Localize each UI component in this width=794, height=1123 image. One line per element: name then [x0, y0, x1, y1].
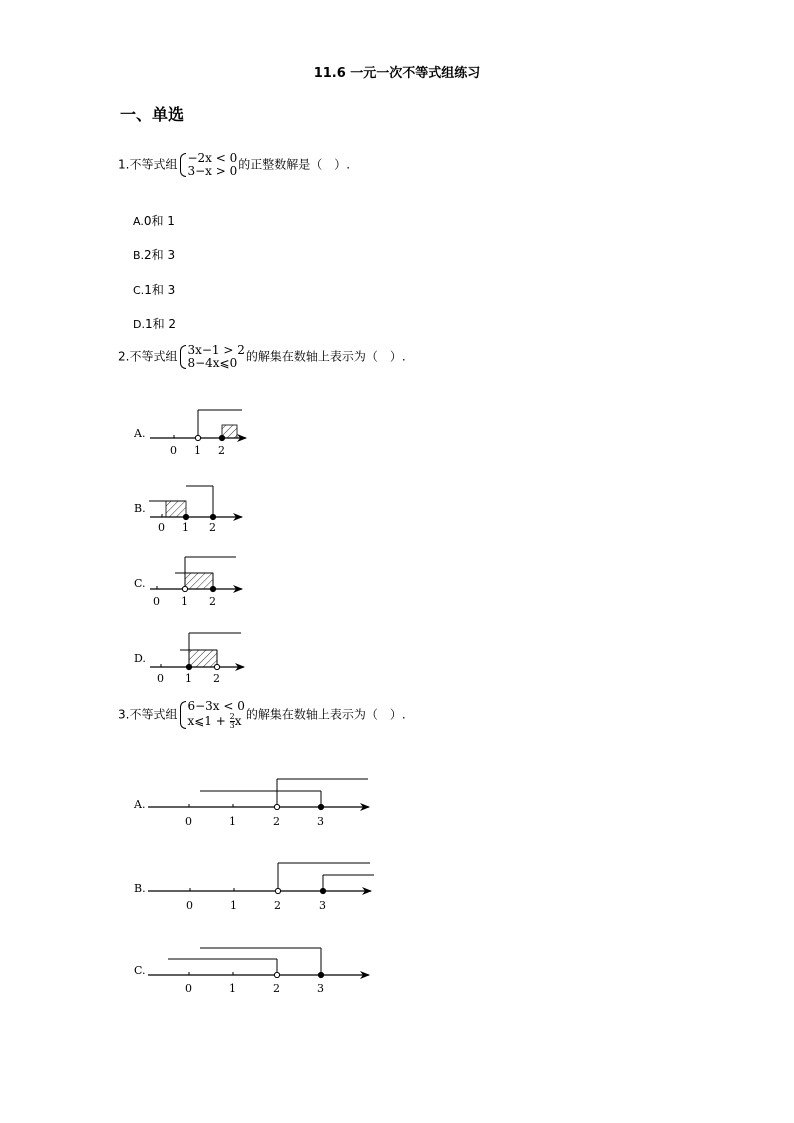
- page-title: 11.6 一元一次不等式组练习: [313, 66, 481, 81]
- inequality-2: 8−4x⩽0: [187, 356, 238, 370]
- question-suffix: 的正整数解是（ ）.: [238, 157, 351, 172]
- closed-point: [210, 514, 215, 519]
- option-text: 0和 1: [143, 214, 175, 228]
- question-prefix: .不等式组: [125, 349, 178, 364]
- option-label: B.: [133, 249, 145, 262]
- tick-label: 3: [317, 982, 324, 995]
- q3-option-b[interactable]: [134, 863, 374, 912]
- q2-option-c[interactable]: [134, 557, 242, 608]
- shaded-region: [166, 501, 186, 517]
- inequality-2-part-a: x⩽1 +: [187, 714, 230, 728]
- question-3: [118, 700, 406, 730]
- q2-option-b[interactable]: [134, 486, 242, 534]
- tick-label: 1: [230, 899, 237, 912]
- tick-label: 0: [158, 521, 165, 534]
- tick-label: 3: [317, 815, 324, 828]
- tick-label: 2: [273, 815, 280, 828]
- inequality-2-part-b: x: [234, 714, 242, 728]
- option-label: C.: [134, 964, 146, 977]
- tick-label: 3: [319, 899, 326, 912]
- open-point: [275, 888, 280, 893]
- question-number: 3: [118, 707, 126, 722]
- option-label: D.: [134, 652, 146, 665]
- closed-point: [183, 514, 188, 519]
- closed-point: [219, 435, 224, 440]
- tick-label: 2: [209, 521, 216, 534]
- question-number: 2: [118, 349, 126, 364]
- inequality-1: −2x < 0: [187, 151, 238, 165]
- tick-label: 0: [185, 982, 192, 995]
- inequality-1: 3x−1 > 2: [187, 343, 245, 357]
- open-point: [274, 972, 279, 977]
- inequality-2: 3−x > 0: [187, 164, 238, 178]
- question-suffix: 的解集在数轴上表示为（ ）.: [245, 707, 406, 722]
- tick-label: 0: [186, 899, 193, 912]
- option-label: D.: [133, 318, 145, 331]
- closed-point: [210, 586, 215, 591]
- tick-label: 1: [181, 595, 188, 608]
- option-label: C.: [134, 577, 146, 590]
- inequality-2: [187, 713, 244, 730]
- open-point: [182, 586, 187, 591]
- tick-label: 0: [170, 444, 177, 457]
- open-point: [214, 664, 219, 669]
- shaded-region: [185, 573, 213, 589]
- option-label: B.: [134, 882, 146, 895]
- tick-label: 2: [273, 982, 280, 995]
- closed-point: [318, 804, 323, 809]
- option-text: 1和 2: [144, 317, 177, 331]
- open-point: [274, 804, 279, 809]
- q3-option-a[interactable]: [133, 779, 369, 828]
- tick-label: 2: [274, 899, 281, 912]
- question-number: 1: [118, 157, 126, 172]
- open-point: [195, 435, 200, 440]
- tick-label: 2: [213, 672, 220, 685]
- question-suffix: 的解集在数轴上表示为（ ）.: [245, 349, 406, 364]
- q2-option-a[interactable]: [133, 410, 246, 457]
- section-heading: 一、单选: [120, 105, 185, 124]
- tick-label: 1: [229, 815, 236, 828]
- tick-label: 1: [185, 672, 192, 685]
- fraction-denominator: 3: [229, 721, 235, 730]
- inequality-system: [178, 700, 244, 730]
- option-label: A.: [134, 798, 146, 811]
- question-prefix: .不等式组: [125, 707, 178, 722]
- question-prefix: .不等式组: [125, 157, 178, 172]
- q3-option-c[interactable]: [134, 948, 369, 995]
- option-label: A.: [133, 215, 144, 228]
- tick-label: 0: [157, 672, 164, 685]
- tick-label: 0: [185, 815, 192, 828]
- q2-option-d[interactable]: [134, 633, 244, 685]
- closed-point: [186, 664, 191, 669]
- option-text: 2和 3: [144, 248, 176, 262]
- tick-label: 0: [153, 595, 160, 608]
- closed-point: [318, 972, 323, 977]
- tick-label: 2: [218, 444, 225, 457]
- tick-label: 2: [209, 595, 216, 608]
- tick-label: 1: [229, 982, 236, 995]
- tick-label: 1: [194, 444, 201, 457]
- option-label: A.: [134, 427, 146, 440]
- option-label: C.: [133, 284, 145, 297]
- inequality-1: 6−3x < 0: [187, 699, 245, 713]
- fraction-numerator: 2: [229, 712, 235, 721]
- option-text: 1和 3: [144, 283, 176, 297]
- closed-point: [320, 888, 325, 893]
- option-label: B.: [134, 502, 146, 515]
- tick-label: 1: [182, 521, 189, 534]
- shaded-region: [189, 650, 217, 667]
